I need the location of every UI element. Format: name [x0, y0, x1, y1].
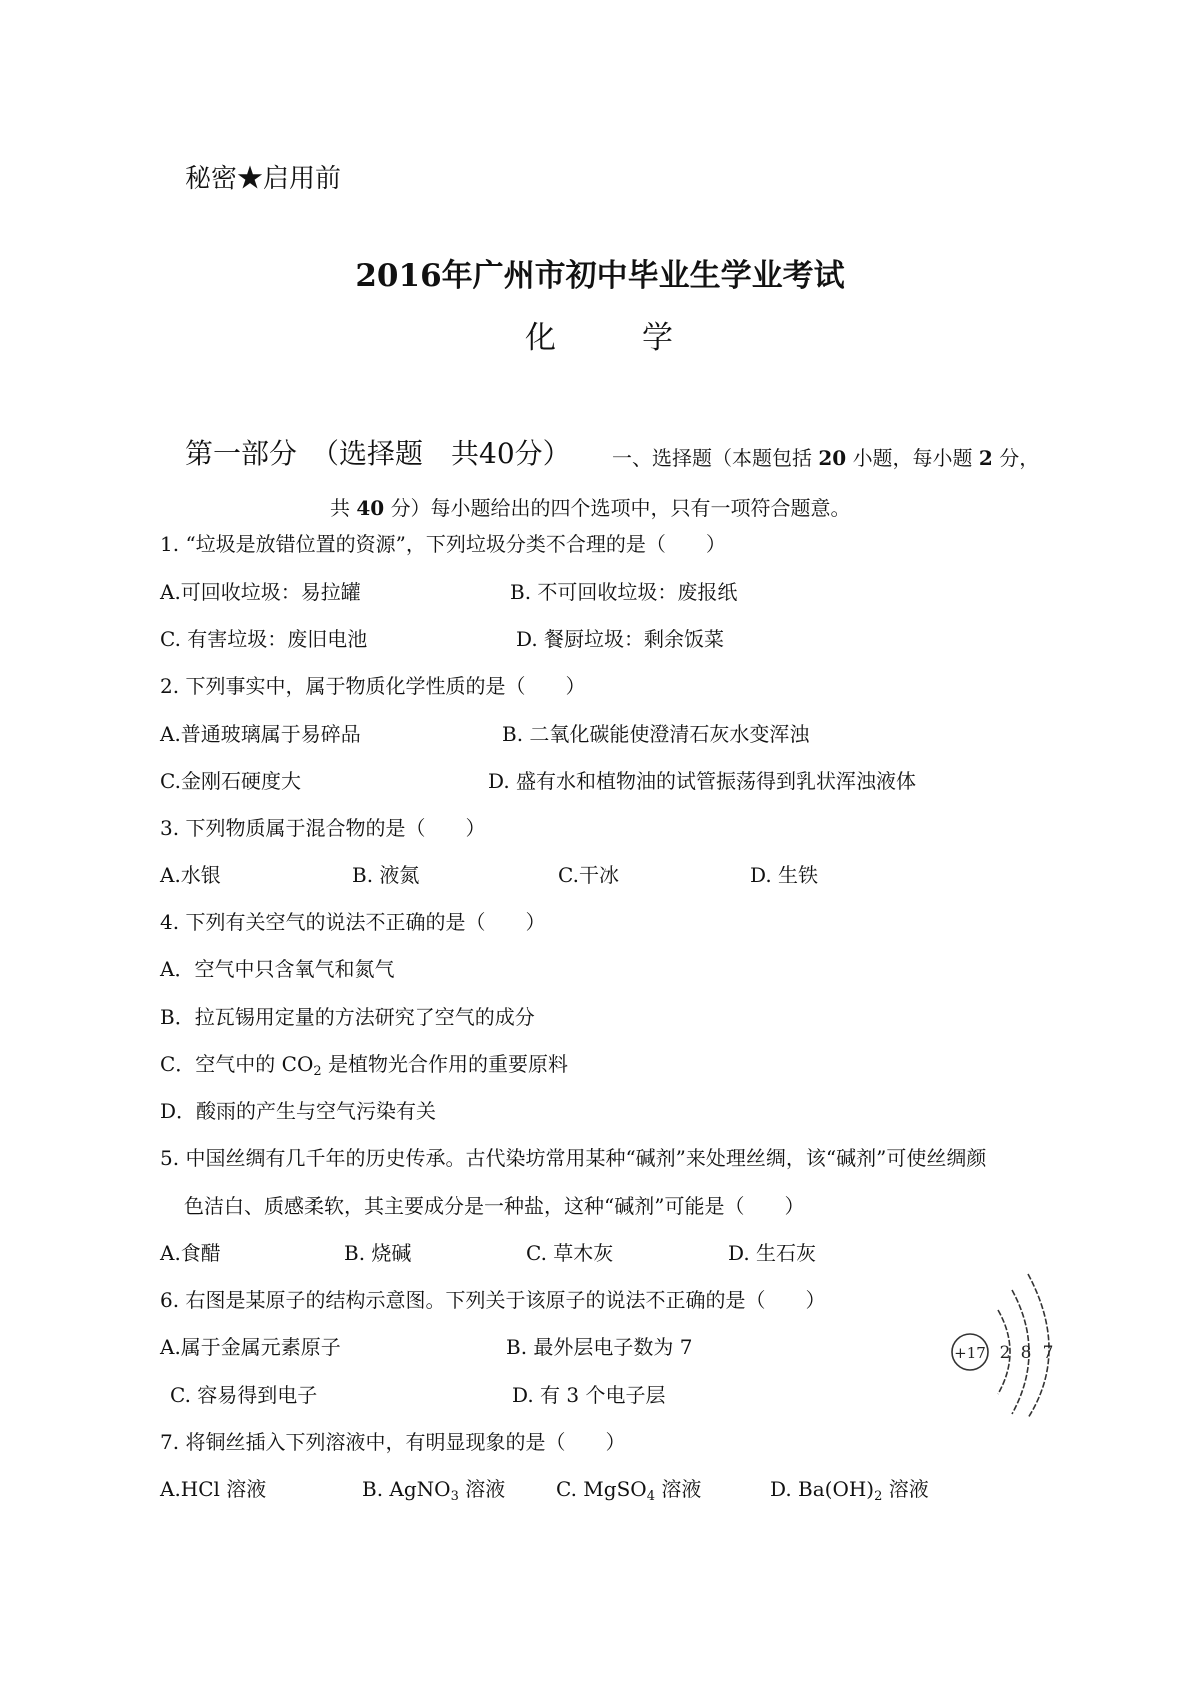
confidential-label: 秘密★启用前 — [185, 164, 342, 194]
atom-structure-diagram — [942, 1268, 1072, 1418]
part-heading: 第一部分 （选择题 共40分） — [185, 437, 571, 470]
question-4-option-d: D．酸雨的产生与空气污染有关 — [160, 1099, 437, 1123]
question-2-stem: 2. 下列事实中，属于物质化学性质的是（ ） — [160, 674, 586, 698]
question-7-option-d: D. $Ba(OH)_2$ 溶液 — [770, 1477, 929, 1504]
question-5-option-b: B. 烧碱 — [344, 1241, 412, 1265]
question-4-option-a: A．空气中只含氧气和氮气 — [160, 957, 395, 981]
question-7-stem: 7. 将铜丝插入下列溶液中，有明显现象的是（ ） — [160, 1430, 626, 1454]
exam-title: 2016年广州市初中毕业生学业考试 — [355, 258, 845, 294]
question-2-option-d: D. 盛有水和植物油的试管振荡得到乳状浑浊液体 — [488, 769, 917, 793]
question-5-option-c: C. 草木灰 — [526, 1241, 614, 1265]
question-6-stem: 6. 右图是某原子的结构示意图。下列关于该原子的说法不正确的是（ ） — [160, 1288, 826, 1312]
question-4-option-c: C．空气中的 $CO_2$ 是植物光合作用的重要原料 — [160, 1052, 568, 1079]
question-3-option-b: B. 液氮 — [352, 863, 420, 887]
question-3-stem: 3. 下列物质属于混合物的是（ ） — [160, 816, 486, 840]
question-5-option-a: A.食醋 — [160, 1241, 221, 1265]
question-7-option-b: B. AgNO$_3$ 溶液 — [362, 1477, 506, 1504]
subject-char-2: 学 — [642, 320, 675, 356]
instructions-line-2: 共 40 分）每小题给出的四个选项中，只有一项符合题意。 — [330, 496, 851, 520]
question-1-option-d: D. 餐厨垃圾：剩余饭菜 — [516, 627, 725, 651]
shell-1-electrons: 2 — [999, 1343, 1011, 1363]
nucleus-charge: +17 — [954, 1344, 986, 1362]
question-1-option-c: C. 有害垃圾：废旧电池 — [160, 627, 368, 651]
question-5-stem-line-2: 色洁白、质感柔软，其主要成分是一种盐，这种“碱剂”可能是（ ） — [184, 1194, 805, 1218]
question-1-option-b: B. 不可回收垃圾：废报纸 — [510, 580, 738, 604]
shell-2-electrons: 8 — [1020, 1343, 1032, 1363]
question-6-option-d: D. 有 3 个电子层 — [512, 1383, 666, 1407]
question-3-option-c: C.干冰 — [558, 863, 619, 887]
question-4-option-b: B．拉瓦锡用定量的方法研究了空气的成分 — [160, 1005, 535, 1029]
shell-3-electrons: 7 — [1042, 1343, 1054, 1363]
question-5-option-d: D. 生石灰 — [728, 1241, 817, 1265]
question-1-option-a: A.可回收垃圾：易拉罐 — [160, 580, 361, 604]
question-6-option-a: A.属于金属元素原子 — [160, 1335, 341, 1359]
question-2-option-c: C.金刚石硬度大 — [160, 769, 301, 793]
question-6-option-c: C. 容易得到电子 — [170, 1383, 318, 1407]
question-2-option-b: B. 二氧化碳能使澄清石灰水变浑浊 — [502, 722, 810, 746]
question-6-option-b: B. 最外层电子数为 7 — [506, 1335, 693, 1359]
question-2-option-a: A.普通玻璃属于易碎品 — [160, 722, 361, 746]
question-3-option-d: D. 生铁 — [750, 863, 819, 887]
question-7-option-a: A.HCl 溶液 — [160, 1477, 267, 1501]
instructions-line-1: 一、选择题（本题包括 20 小题，每小题 2 分， — [612, 446, 1040, 470]
subject-heading — [0, 312, 1200, 357]
question-5-stem-line-1: 5. 中国丝绸有几千年的历史传承。古代染坊常用某种“碱剂”来处理丝绸，该“碱剂”可使丝绸颜 — [160, 1146, 987, 1170]
question-3-option-a: A.水银 — [160, 863, 221, 887]
question-1-stem: 1. “垃圾是放错位置的资源”，下列垃圾分类不合理的是（ ） — [160, 532, 726, 556]
question-4-stem: 4. 下列有关空气的说法不正确的是（ ） — [160, 910, 546, 934]
question-7-option-c: C. MgSO$_4$ 溶液 — [556, 1477, 702, 1504]
subject-char-1: 化 — [525, 320, 558, 356]
